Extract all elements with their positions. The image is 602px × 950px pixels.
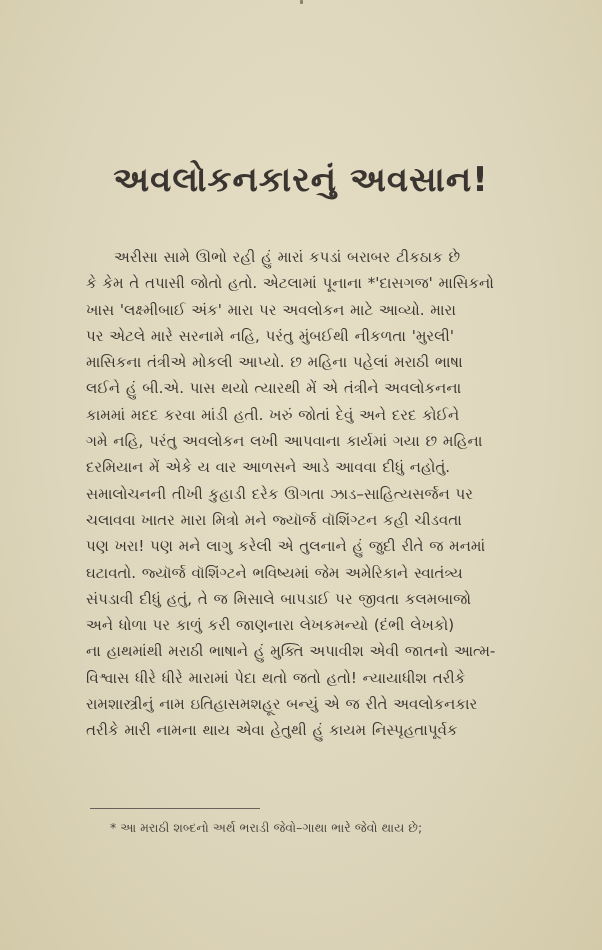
paragraph-line: ખાસ 'લક્ષ્મીબાઈ અંક' મારા પર અવલોકન માટે આવ્યો. મારા	[86, 300, 456, 319]
paragraph-line: અરીસા સામે ઊભો રહી હું મારાં કપડાં બરાબર ટીકઠાક છે	[114, 248, 461, 266]
paragraph-line: માસિકના તંત્રીએ મોકલી આપ્યો. છ મહિના પહેલાં મરાઠી ભાષા	[86, 353, 463, 372]
paragraph-line: પણ ખરા! પણ મને લાગુ કરેલી એ તુલનાને હું જુદી રીતે જ મનમાં	[86, 537, 486, 556]
paragraph-line: સંપડાવી દીધું હતું, તે જ મિસાલે બાપડાઈ પર જીવતા કલમબાજો	[86, 589, 472, 608]
paragraph-line: કામમાં મદદ કરવા માંડી હતી. ખરું જોતાં દેવું અને દરદ કોઈને	[86, 405, 460, 424]
paragraph-line: વિશ્વાસ ધીરે ધીરે મારામાં પેદા થતો જતો હતો! ન્યાયાધીશ તરીકે	[86, 668, 466, 687]
paragraph-line: ગમે નહિ, પરંતુ અવલોકન લખી આપવાના કાર્યમાં ગયા છ મહિના	[86, 432, 483, 451]
ink-speck	[300, 0, 303, 4]
footnote: * આ મરાઠી શબ્દનો અર્થ ભરાડી જેવો–ગાથા ભારે જેવો થાય છે;	[110, 820, 423, 835]
paragraph-line: રામશાસ્ત્રીનું નામ ઇતિહાસમશહૂર બન્યું એ જ રીતે અવલોકનકાર	[86, 695, 478, 714]
chapter-title: અવલોકનકારનું અવસાન!	[113, 160, 489, 200]
paragraph-line: ચલાવવા ખાતર મારા મિત્રો મને જ્યૉર્જ વૉશિંગ્ટન કહી ચીડવતા	[86, 510, 462, 529]
footnote-divider	[90, 808, 260, 809]
paragraph-line: તરીકે મારી નામના થાય એવા હેતુથી હું કાયમ નિસ્પૃહતાપૂર્વક	[86, 721, 458, 740]
paragraph-line: લઈને હું બી.એ. પાસ થયો ત્યારથી મેં એ તંત્રીને અવલોકનના	[86, 379, 462, 398]
paragraph-line: ઘટાવતો. જ્યૉર્જ વૉશિંગ્ટને ભવિષ્યમાં જેમ અમેરિકાને સ્વાતંત્ર્ય	[86, 563, 463, 582]
body-paragraph	[86, 244, 548, 744]
paragraph-line: કે કેમ તે તપાસી જોતો હતો. એટલામાં પૂનાના *'દાસગજ' માસિકનો	[86, 274, 494, 293]
paragraph-line: અને ધોળા પર કાળું કરી જાણનારા લેખકમન્યો (દંભી લેખકો)	[86, 616, 455, 635]
paragraph-line: ના હાથમાંથી મરાઠી ભાષાને હું મુક્તિ અપાવીશ એવી જાતનો આત્મ-	[86, 642, 496, 661]
paragraph-line: સમાલોચનની તીખી કુહાડી દરેક ઊગતા ઝાડ–સાહિત્યસર્જન પર	[86, 484, 474, 503]
paragraph-line: દરમિયાન મેં એકે ય વાર આળસને આડે આવવા દીધું નહોતું.	[86, 458, 451, 477]
paragraph-line: પર એટલે મારે સરનામે નહિ, પરંતુ મુંબઈથી નીકળતા 'મુરલી'	[86, 326, 454, 345]
